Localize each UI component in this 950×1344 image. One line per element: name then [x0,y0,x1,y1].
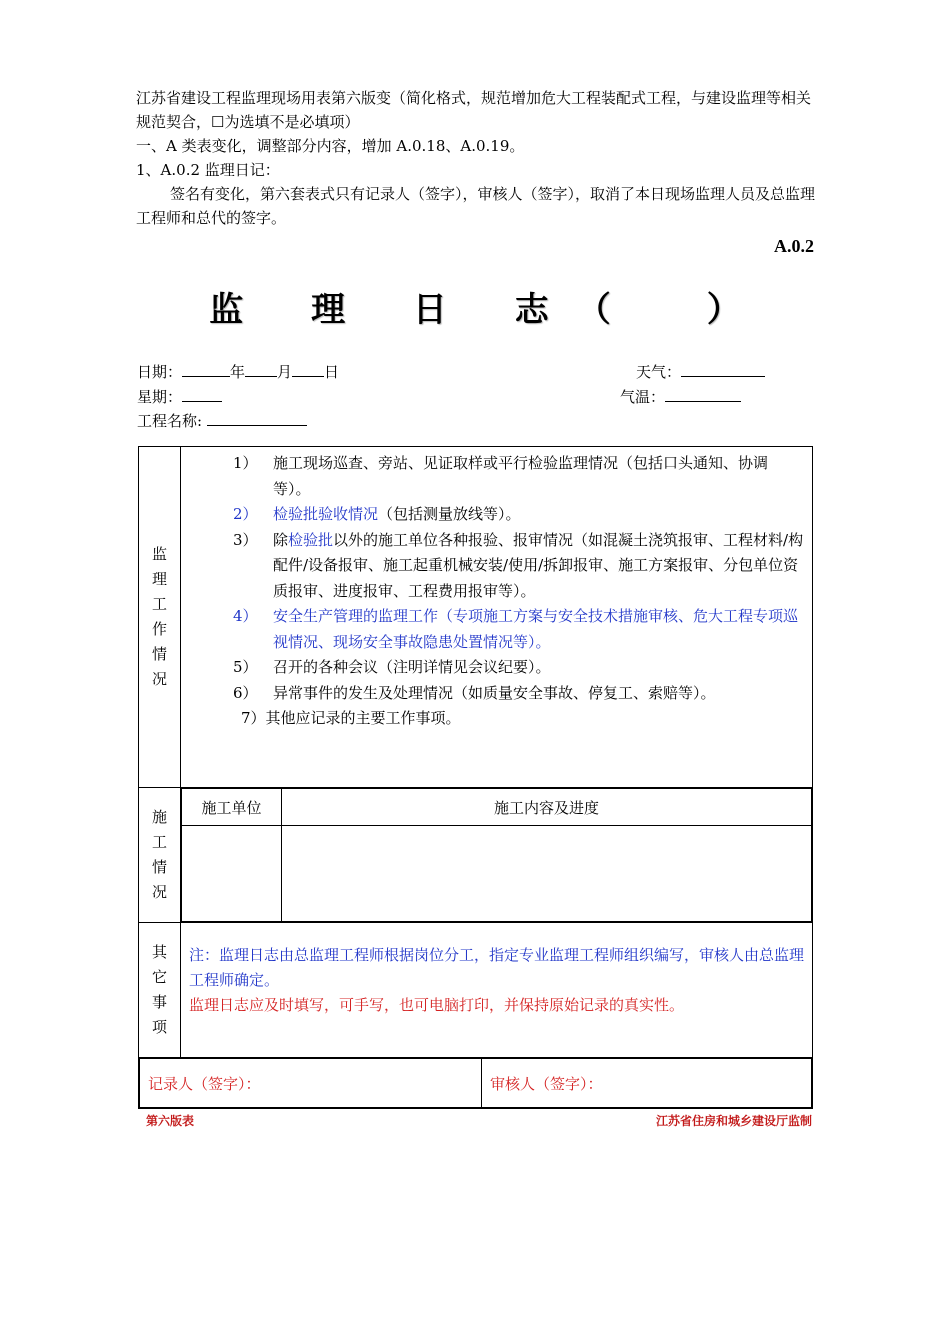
recorder-signature[interactable]: 记录人（签字）： [140,1059,482,1108]
work-item-7: 7）其他应记录的主要工作事项。 [241,709,461,727]
other-matters-cell[interactable] [181,923,813,1058]
project-row [137,411,307,431]
intro-line-3: 1、A.0.2 监理日记： [136,161,280,179]
other-side-label: 其 它 事 项 [139,923,181,1058]
supervision-log-table [138,446,813,1109]
day-field[interactable] [292,362,324,377]
note-blue: 注：监理日志由总监理工程师根据岗位分工，指定专业监理工程师组织编写，审核人由总监理工程师确定。 [189,946,805,989]
temp-row [620,387,741,407]
reviewer-signature[interactable]: 审核人（签字）： [482,1059,812,1108]
form-number: A.0.2 [774,236,814,256]
work-side-label: 监 理 工 作 情 况 [139,447,181,788]
construction-content-field[interactable] [282,826,812,922]
title-close-paren: ） [706,290,741,330]
year-label: 年 [230,363,246,381]
work-item: 3） 除检验批以外的施工单位各种报验、报审情况（如混凝土浇筑报审、工程材料/构配件/设备报审、施工起重机械安装/使用/拆卸报审、施工方案报审、分包单位资质报审、进度报审、工程费用报审等）。 [233,530,804,600]
footer-issuer: 江苏省住房和城乡建设厅监制 [655,1114,812,1128]
month-field[interactable] [245,362,277,377]
intro-line-4: 签名有变化，第六套表式只有记录人（签字），审核人（签字），取消了本日现场监理人员及总监理工程师和总代的签字。 [136,185,816,227]
page-title [0,282,950,331]
weather-field[interactable] [681,362,765,377]
intro-line-1: 江苏省建设工程监理现场用表第六版变（简化格式，规范增加危大工程装配式工程，与建设监理等相关规范契合，☐为选填不是必填项） [136,89,812,131]
weather-row [636,362,765,382]
title-main: 监 理 日 志 [209,290,577,330]
date-label: 日期： [137,363,183,381]
day-label: 日 [324,363,340,381]
weather-label: 天气： [636,363,682,381]
construction-unit-field[interactable] [182,826,282,922]
weekday-row [137,387,222,407]
note-red: 监理日志应及时填写，可手写，也可电脑打印，并保持原始记录的真实性。 [189,996,685,1014]
title-open-paren: （ [576,290,611,330]
work-item: 2） 检验批验收情况（包括测量放线等）。 [233,505,521,523]
construction-cell [181,788,813,923]
construction-side-label: 施 工 情 况 [139,788,181,923]
project-field[interactable] [207,411,307,426]
intro-line-2: 一、A 类表变化，调整部分内容，增加 A.0.18、A.0.19。 [136,137,525,155]
footer-edition: 第六版表 [146,1114,195,1128]
work-item: 6） 异常事件的发生及处理情况（如质量安全事故、停复工、索赔等）。 [233,683,716,702]
work-content-cell[interactable] [181,447,813,788]
weekday-label: 星期： [137,388,183,406]
month-label: 月 [277,363,293,381]
temp-field[interactable] [665,387,741,402]
work-item: 4） 安全生产管理的监理工作（专项施工方案与安全技术措施审核、危大工程专项巡视情况、现场安全事故隐患处置情况等）。 [233,607,799,651]
intro-text [136,86,816,230]
date-row [137,362,339,382]
temp-label: 气温： [620,388,666,406]
work-item: 5） 召开的各种会议（注明详情见会议纪要）。 [233,658,551,676]
weekday-field[interactable] [182,387,222,402]
construction-unit-header: 施工单位 [182,789,282,826]
year-field[interactable] [182,362,230,377]
project-label: 工程名称: [137,412,203,430]
construction-content-header: 施工内容及进度 [282,789,812,826]
work-item: 1） 施工现场巡查、旁站、见证取样或平行检验监理情况（包括口头通知、协调等）。 [233,454,769,498]
